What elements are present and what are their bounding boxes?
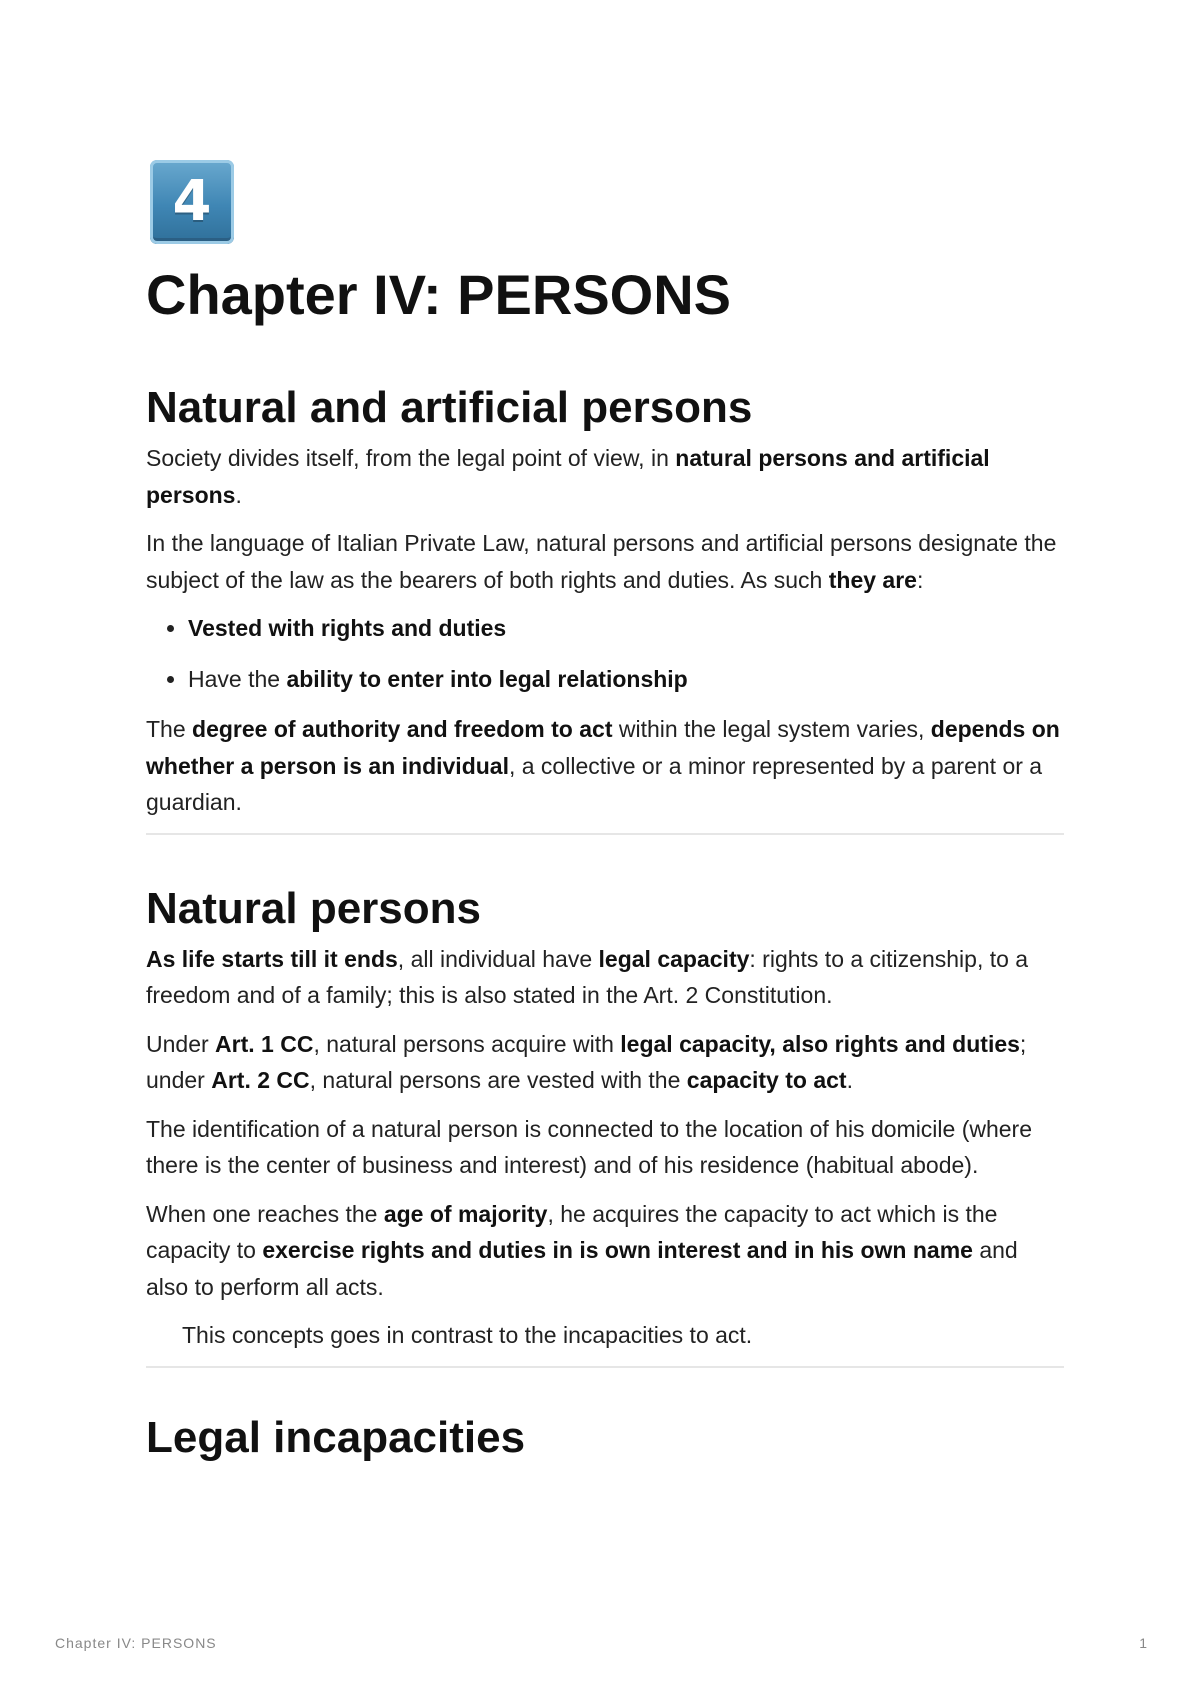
bold-run: they are (828, 566, 917, 593)
paragraph (146, 1026, 1064, 1099)
bold-run: Art. 2 CC (211, 1067, 310, 1093)
document-body (146, 382, 1064, 1464)
keycap-four-icon: 4 (150, 160, 234, 244)
text-run: : rights to a citizenship, to a freedom and of a family; this is also stated in the Art. 2 Constitution. (146, 945, 1029, 1008)
paragraph (146, 941, 1064, 1014)
bold-run: Vested with rights and duties (188, 615, 507, 641)
bold-run: capacity to act (686, 1067, 847, 1093)
divider (146, 833, 1064, 835)
text-run: The identification of a natural person is connected to the location of his domicile (where there is the center of business and interest) and of his residence (habitual abode). (146, 1115, 1033, 1178)
text-run: . (235, 481, 242, 508)
text-run: within the legal system varies, (612, 716, 931, 742)
paragraph (146, 525, 1064, 598)
page-title: Chapter IV: PERSONS (146, 263, 732, 326)
text-run: , natural persons acquire with (313, 1030, 621, 1057)
text-run: , a collective or a minor represented by a parent or a guardian. (146, 752, 1043, 815)
text-run: : (916, 566, 924, 593)
bold-run: degree of authority and freedom to act (192, 716, 613, 742)
text-run: Society divides itself, from the legal point of view, in (146, 445, 676, 471)
text-run: ; under (146, 1030, 1027, 1093)
bullet-list (146, 610, 1064, 697)
bold-run: As life starts till it ends (146, 945, 398, 972)
text-run: Have the (188, 665, 287, 692)
list-item (188, 610, 1064, 647)
bold-run: depends on whether a person is an individual (146, 716, 1060, 779)
section-heading: Legal incapacities (146, 1412, 526, 1462)
text-run: The (146, 716, 193, 742)
paragraph (146, 711, 1064, 821)
section-legal-incapacities (146, 1412, 1064, 1464)
bold-run: ability to enter into legal relationship (286, 665, 688, 692)
bold-run: natural persons and artificial persons (146, 445, 990, 508)
section-natural-and-artificial-persons (146, 382, 1064, 835)
bold-run: exercise rights and duties in is own interest and in his own name (262, 1237, 973, 1263)
text-run: Under (146, 1030, 216, 1057)
divider (146, 1366, 1064, 1368)
footer-chapter-title: Chapter IV: PERSONS (55, 1635, 217, 1651)
section-natural-persons (146, 883, 1064, 1368)
text-run: . (846, 1067, 853, 1093)
text-run: , natural persons are vested with the (309, 1067, 687, 1093)
section-heading: Natural and artificial persons (146, 383, 753, 432)
section-heading: Natural persons (146, 883, 481, 933)
indented-paragraph (146, 1317, 1064, 1354)
paragraph (146, 440, 1064, 513)
text-run: When one reaches the (146, 1200, 384, 1227)
bold-run: legal capacity (598, 945, 750, 972)
bold-run: Art. 1 CC (215, 1030, 314, 1057)
list-item (188, 661, 1064, 698)
text-run: and also to perform all acts. (146, 1237, 1018, 1300)
bold-run: age of majority (383, 1200, 548, 1227)
bold-run: legal capacity, also rights and duties (620, 1030, 1020, 1057)
text-run: In the language of Italian Private Law, natural persons and artificial persons designate the subject of the law as the bearers of both rights and duties. As such (146, 530, 1057, 593)
paragraph (146, 1196, 1064, 1306)
paragraph (146, 1111, 1064, 1184)
text-run: This concepts goes in contrast to the incapacities to act. (182, 1322, 753, 1348)
footer-page-number: 1 (1139, 1635, 1148, 1651)
text-run: , he acquires the capacity to act which is the capacity to (146, 1200, 998, 1263)
text-run: , all individual have (397, 945, 599, 972)
